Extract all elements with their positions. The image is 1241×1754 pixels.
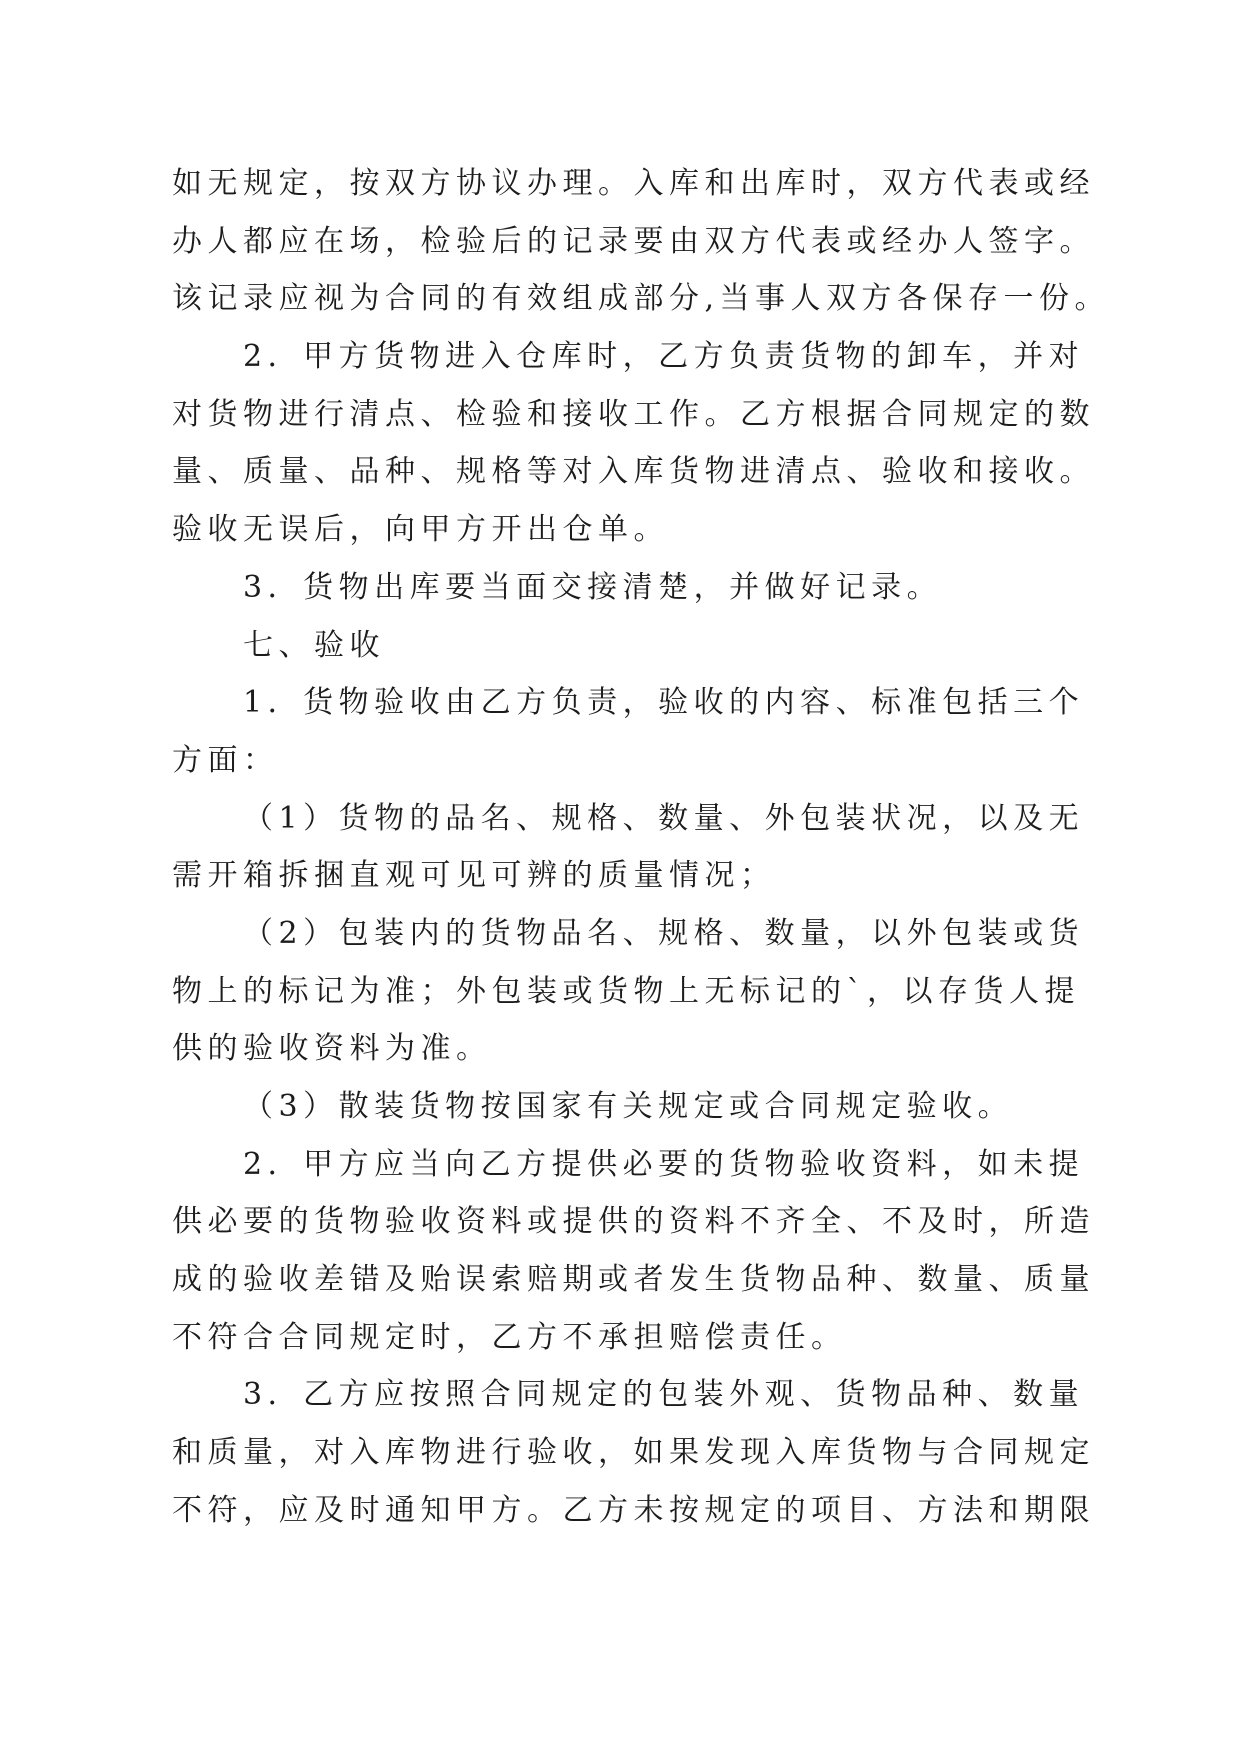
text-line: 和质量，对入库物进行验收，如果发现入库货物与合同规定 [172, 1435, 1095, 1471]
text-line: 3．乙方应按照合同规定的包装外观、货物品种、数量 [243, 1377, 1085, 1413]
text-line: 如无规定，按双方协议办理。入库和出库时，双方代表或经 [172, 166, 1095, 201]
paragraph [172, 559, 1132, 617]
text-line: 1．货物验收由乙方负责，验收的内容、标准包括三个 [243, 685, 1085, 721]
text-line: 不符合合同规定时，乙方不承担赔偿责任。 [172, 1319, 847, 1355]
text-line: 验收无误后，向甲方开出仓单。 [172, 512, 669, 548]
paragraph [172, 328, 1132, 559]
section-heading [172, 617, 1132, 675]
section-heading-text: 七、验收 [243, 627, 385, 663]
text-line: 供的验收资料为准。 [172, 1031, 492, 1067]
text-line: 物上的标记为准；外包装或货物上无标记的`，以存货人提 [172, 973, 1080, 1009]
text-line: 3．货物出库要当面交接清楚，并做好记录。 [243, 569, 943, 605]
text-line: 需开箱拆捆直观可见可辨的质量情况； [172, 858, 776, 894]
text-line: 该记录应视为合同的有效组成部分,当事人双方各保存一份。 [172, 281, 1111, 317]
text-line: 对货物进行清点、检验和接收工作。乙方根据合同规定的数 [172, 396, 1095, 432]
text-line: 2．甲方应当向乙方提供必要的货物验收资料，如未提 [243, 1146, 1085, 1182]
text-line: 方面： [172, 742, 279, 778]
text-line: 成的验收差错及贻误索赔期或者发生货物品种、数量、质量 [172, 1262, 1095, 1298]
list-item [172, 1078, 1132, 1136]
text-line: （2）包装内的货物品名、规格、数量，以外包装或货 [243, 915, 1085, 951]
list-item [172, 905, 1132, 1078]
list-item [172, 790, 1132, 905]
text-line: （3）散装货物按国家有关规定或合同规定验收。 [243, 1089, 1014, 1124]
text-line: 供必要的货物验收资料或提供的资料不齐全、不及时，所造 [172, 1204, 1095, 1240]
text-line: 量、质量、品种、规格等对入库货物进清点、验收和接收。 [172, 454, 1095, 490]
paragraph [172, 1136, 1132, 1367]
text-line: 不符，应及时通知甲方。乙方未按规定的项目、方法和期限 [172, 1492, 1095, 1528]
document-body [172, 155, 1132, 1540]
paragraph-continued [172, 155, 1132, 328]
text-line: 2．甲方货物进入仓库时，乙方负责货物的卸车，并对 [243, 339, 1085, 375]
text-line: 办人都应在场，检验后的记录要由双方代表或经办人签字。 [172, 223, 1095, 259]
paragraph [172, 1366, 1132, 1539]
text-line: （1）货物的品名、规格、数量、外包装状况，以及无 [243, 800, 1085, 836]
paragraph [172, 674, 1132, 789]
